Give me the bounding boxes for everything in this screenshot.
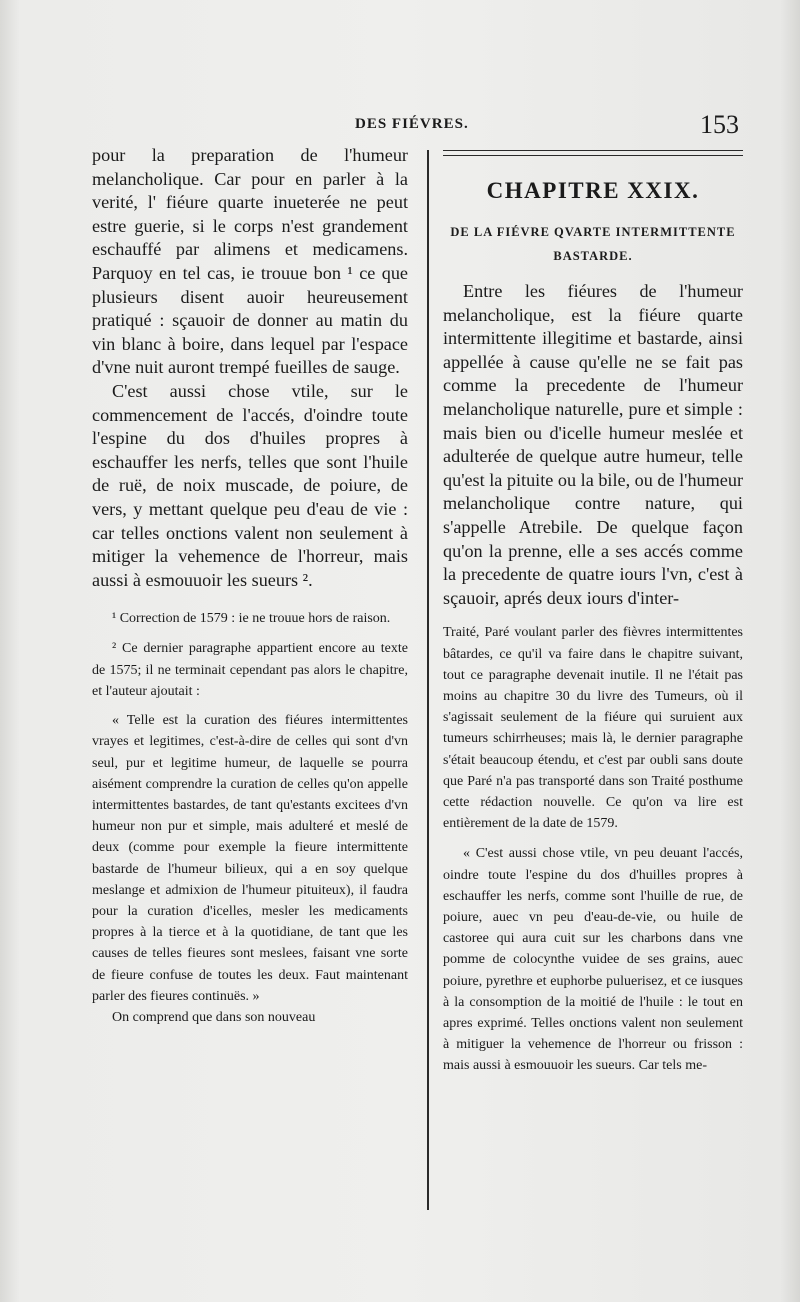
page-number: 153 (700, 110, 739, 139)
column-divider (427, 150, 429, 1210)
footnote-quote: « Telle est la curation des fiéures intermittentes vrayes et legitimes, c'est-à-dire de celles qui sont d'vn seul, pur et legitime humeur, de laquelle se pourra aisément comprendre la curation de celles qu'on appelle intermittentes bastardes, de tant qu'estants excitees d'vn humeur non pur et simple, mais adulteré et meslé de deux (comme pour exemple la fieure intermittente bastarde de l'humeur bilieux, qui a en soy quelque meslange et admixion de l'humeur pituiteux), il faudra pour la curation d'icelles, mesler les medicaments propres à la tierce et à la quotidiane, de tant que les causes de telles fieures sont meslees, faisant vne sorte de fieure confuse de toutes les deux. Faut maintenant parler des fieures continuës. » (92, 713, 408, 1004)
body-paragraph-2: C'est aussi chose vtile, sur le commencement de l'accés, d'oindre toute l'espine du dos d'huiles propres à eschauffer les nerfs, telles que sont l'huile de ruë, de noix muscade, de poiure, de vers, y mettant quelque peu d'eau de vie : car telles onctions valent non seulement à mitiger la vehemence de l'horreur, mais aussi à esmouuoir les sueurs ². (92, 380, 408, 590)
right-column (443, 150, 743, 1077)
body-paragraph-1: pour la preparation de l'humeur melancholique. Car pour en parler à la verité, l' fiéure quarte inueterée ne peut estre guerie, si le corps n'est grandement eschauffé par alimens et medicamens. Parquoy en tel cas, ie trouue bon ¹ ce que plusieurs disent auoir heureusement pratiqué : sçauoir de donner au matin du vin blanc à boire, dans lequel par l'espace d'vne nuit auront trempé fueilles de sauge. (92, 145, 408, 378)
footnote-quote-2: « C'est aussi chose vtile, vn peu deuant l'accés, oindre toute l'espine du dos d'huilles propres à eschauffer les nerfs, comme sont l'huille de rue, de poiure, auec vn peu d'eau-de-vie, ou huile de castoree qui aura cuit sur les charbons dans vne pomme de colocynthe vuidee de ses grains, auec poiure, pyrethre et euphorbe puluerisez, et ce iusques à la consomption de la moitié de l'huile : le tout en apres exprimé. Telles onctions valent non seulement à mitiguer la vehemence de l'horreur ou frisson : mais aussi à esmouuoir les sueurs. Car tels me- (443, 846, 743, 1074)
left-column (92, 144, 408, 1028)
chapter-body-paragraph: Entre les fiéures de l'humeur melancholique, est la fiéure quarte intermittente illegitime et bastarde, ainsi appellée à cause qu'elle ne se fait pas comme la precedente de l'humeur melancholique naturelle, pure et simple : mais bien ou d'icelle humeur meslée et adulterée de quelque autre humeur, telle qu'est la pituite ou la bile, ou de l'humeur melancholique contre nature, qui s'appelle Atrebile. De quelque façon qu'on la prenne, elle a ses accés comme la precedente de quatre iours l'vn, c'est à sçauoir, aprés deux iours d'inter- (443, 281, 744, 608)
footnote-2: ² Ce dernier paragraphe appartient encore au texte de 1575; il ne terminait cependant pas alors le chapitre, et l'auteur ajoutait : (92, 641, 408, 699)
footnote-continued-text: Traité, Paré voulant parler des fièvres intermittentes bâtardes, ce qu'il va faire dans le chapitre suivant, tout ce paragraphe devenait inutile. Il ne l'était pas moins au chapitre 30 du livre des Tumeurs, où il s'agissait seulement de la fiéure qui suruient aux tumeurs schirrheuses; mais là, le dernier paragraphe s'était beaucoup étendu, et c'est par oubli sans doute que Paré n'a pas transporté dans son Traité posthume cette rédaction nouvelle. Ce qu'on va lire est entièrement de la date de 1579. (443, 625, 743, 832)
footnote-1: ¹ Correction de 1579 : ie ne trouue hors de raison. (112, 611, 391, 627)
running-title: DES FIÉVRES. (355, 116, 469, 132)
chapter-subtitle: DE LA FIÉVRE QVARTE INTERMITTENTE BASTARDE. (450, 225, 736, 263)
right-footnotes (443, 622, 743, 1076)
chapter-rule (443, 150, 743, 156)
footnotes (92, 608, 408, 1028)
page-header (0, 110, 800, 140)
footnote-continuation: On comprend que dans son nouveau (112, 1009, 316, 1025)
chapter-title: CHAPITRE XXIX. (486, 178, 700, 203)
